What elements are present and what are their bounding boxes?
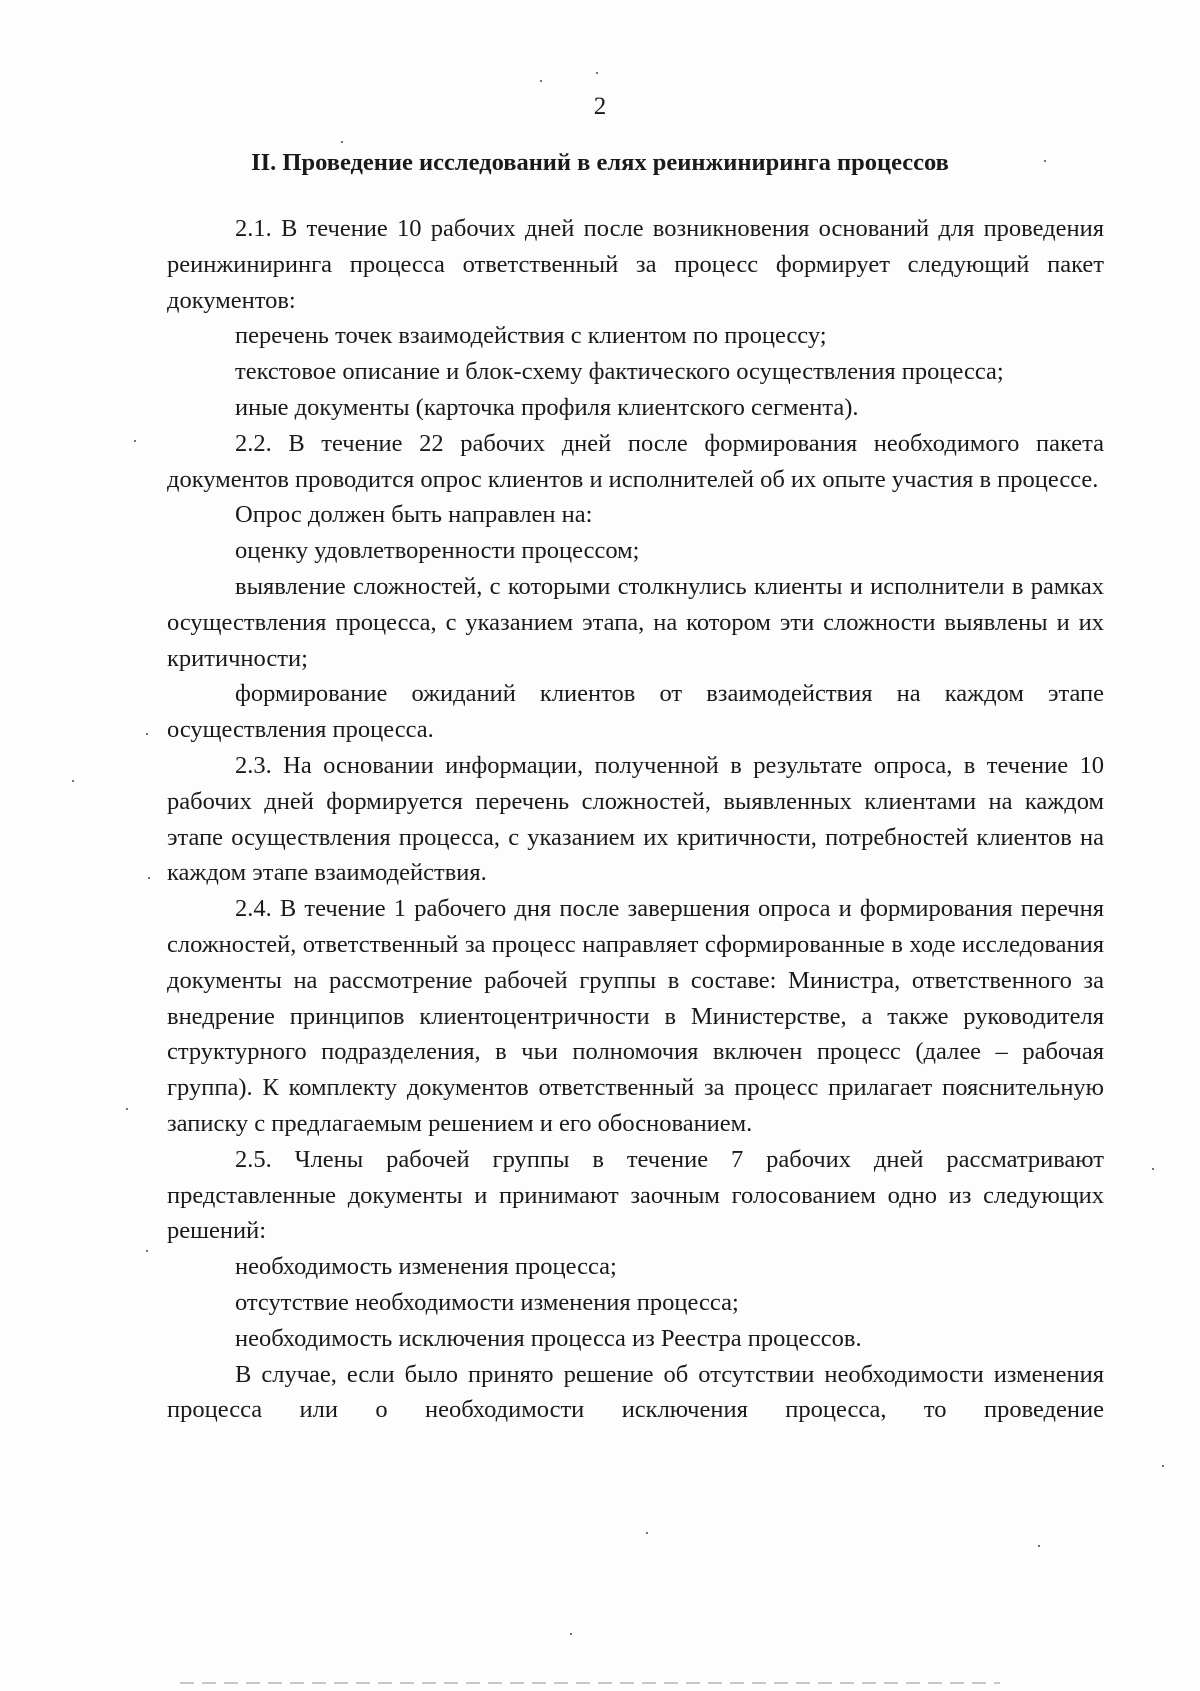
scan-speck [646, 1532, 648, 1534]
survey-intro: Опрос должен быть направлен на: [235, 501, 593, 529]
paragraph-2-4: 2.4. В течение 1 рабочего дня после завершения опроса и формирования перечня сложностей, ответственный за процесс направляет сформированные в ходе исследования документы на рассмотрение рабочей группы в составе: Министра, ответственного за внедрение принципов клиентоцентричности в Министерстве, а также руководителя структурного подразделения, в чьи полномочия включен процесс (далее – рабочая группа). К комплекту документов ответственный за процесс прилагает пояснительную записку с предлагаемым решением и его обоснованием. [167, 895, 1104, 1137]
scan-bleed-through [180, 1682, 1000, 1684]
list-item-change-needed: необходимость изменения процесса; [235, 1253, 617, 1281]
paragraph-2-5: 2.5. Члены рабочей группы в течение 7 рабочих дней рассматривают представленные документы и принимают заочным голосованием одно из следующих решений: [167, 1145, 1104, 1245]
list-item-expectations: формирование ожиданий клиентов от взаимодействия на каждом этапе осуществления процесса. [167, 680, 1104, 744]
list-item-description: текстовое описание и блок-схему фактического осуществления процесса; [235, 358, 1004, 386]
scan-speck [1152, 1168, 1154, 1170]
list-item-difficulties: выявление сложностей, с которыми столкнулись клиенты и исполнители в рамках осуществления процесса, с указанием этапа, на котором эти сложности выявлены и их критичности; [167, 572, 1104, 672]
scan-speck [1038, 1545, 1040, 1547]
scan-speck [134, 440, 136, 442]
scan-speck [146, 1250, 148, 1252]
page-number: 2 [593, 93, 607, 120]
scan-speck [540, 80, 542, 82]
scan-speck [1162, 1465, 1164, 1467]
scan-speck [570, 1633, 572, 1635]
section-heading: II. Проведение исследований в елях реинжиниринга процессов [251, 149, 949, 176]
paragraph-conclusion: В случае, если было принято решение об отсутствии необходимости изменения процесса или о необходимости исключения процесса, то проведение [167, 1360, 1104, 1424]
scan-speck [126, 1108, 128, 1110]
scan-speck [596, 72, 598, 74]
list-item-other-docs: иные документы (карточка профиля клиентского сегмента). [235, 393, 859, 421]
list-item-exclusion: необходимость исключения процесса из Реестра процессов. [235, 1324, 862, 1352]
document-body [167, 211, 1104, 1428]
list-item-touchpoints: перечень точек взаимодействия с клиентом по процессу; [235, 322, 827, 350]
scan-speck [1044, 160, 1046, 162]
scan-speck [341, 141, 343, 143]
list-item-satisfaction: оценку удовлетворенности процессом; [235, 537, 640, 565]
paragraph-2-3: 2.3. На основании информации, полученной в результате опроса, в течение 10 рабочих дней формируется перечень сложностей, выявленных клиентами на каждом этапе осуществления процесса, с указанием их критичности, потребностей клиентов на каждом этапе взаимодействия. [167, 751, 1104, 887]
scan-speck [148, 877, 150, 879]
paragraph-2-2: 2.2. В течение 22 рабочих дней после формирования необходимого пакета документов проводится опрос клиентов и исполнителей об их опыте участия в процессе. [167, 429, 1104, 493]
scan-speck [146, 733, 148, 735]
paragraph-2-1: 2.1. В течение 10 рабочих дней после возникновения оснований для проведения реинжиниринга процесса ответственный за процесс формирует следующий пакет документов: [167, 215, 1104, 314]
list-item-no-change: отсутствие необходимости изменения процесса; [235, 1288, 739, 1316]
scan-speck [72, 780, 74, 782]
